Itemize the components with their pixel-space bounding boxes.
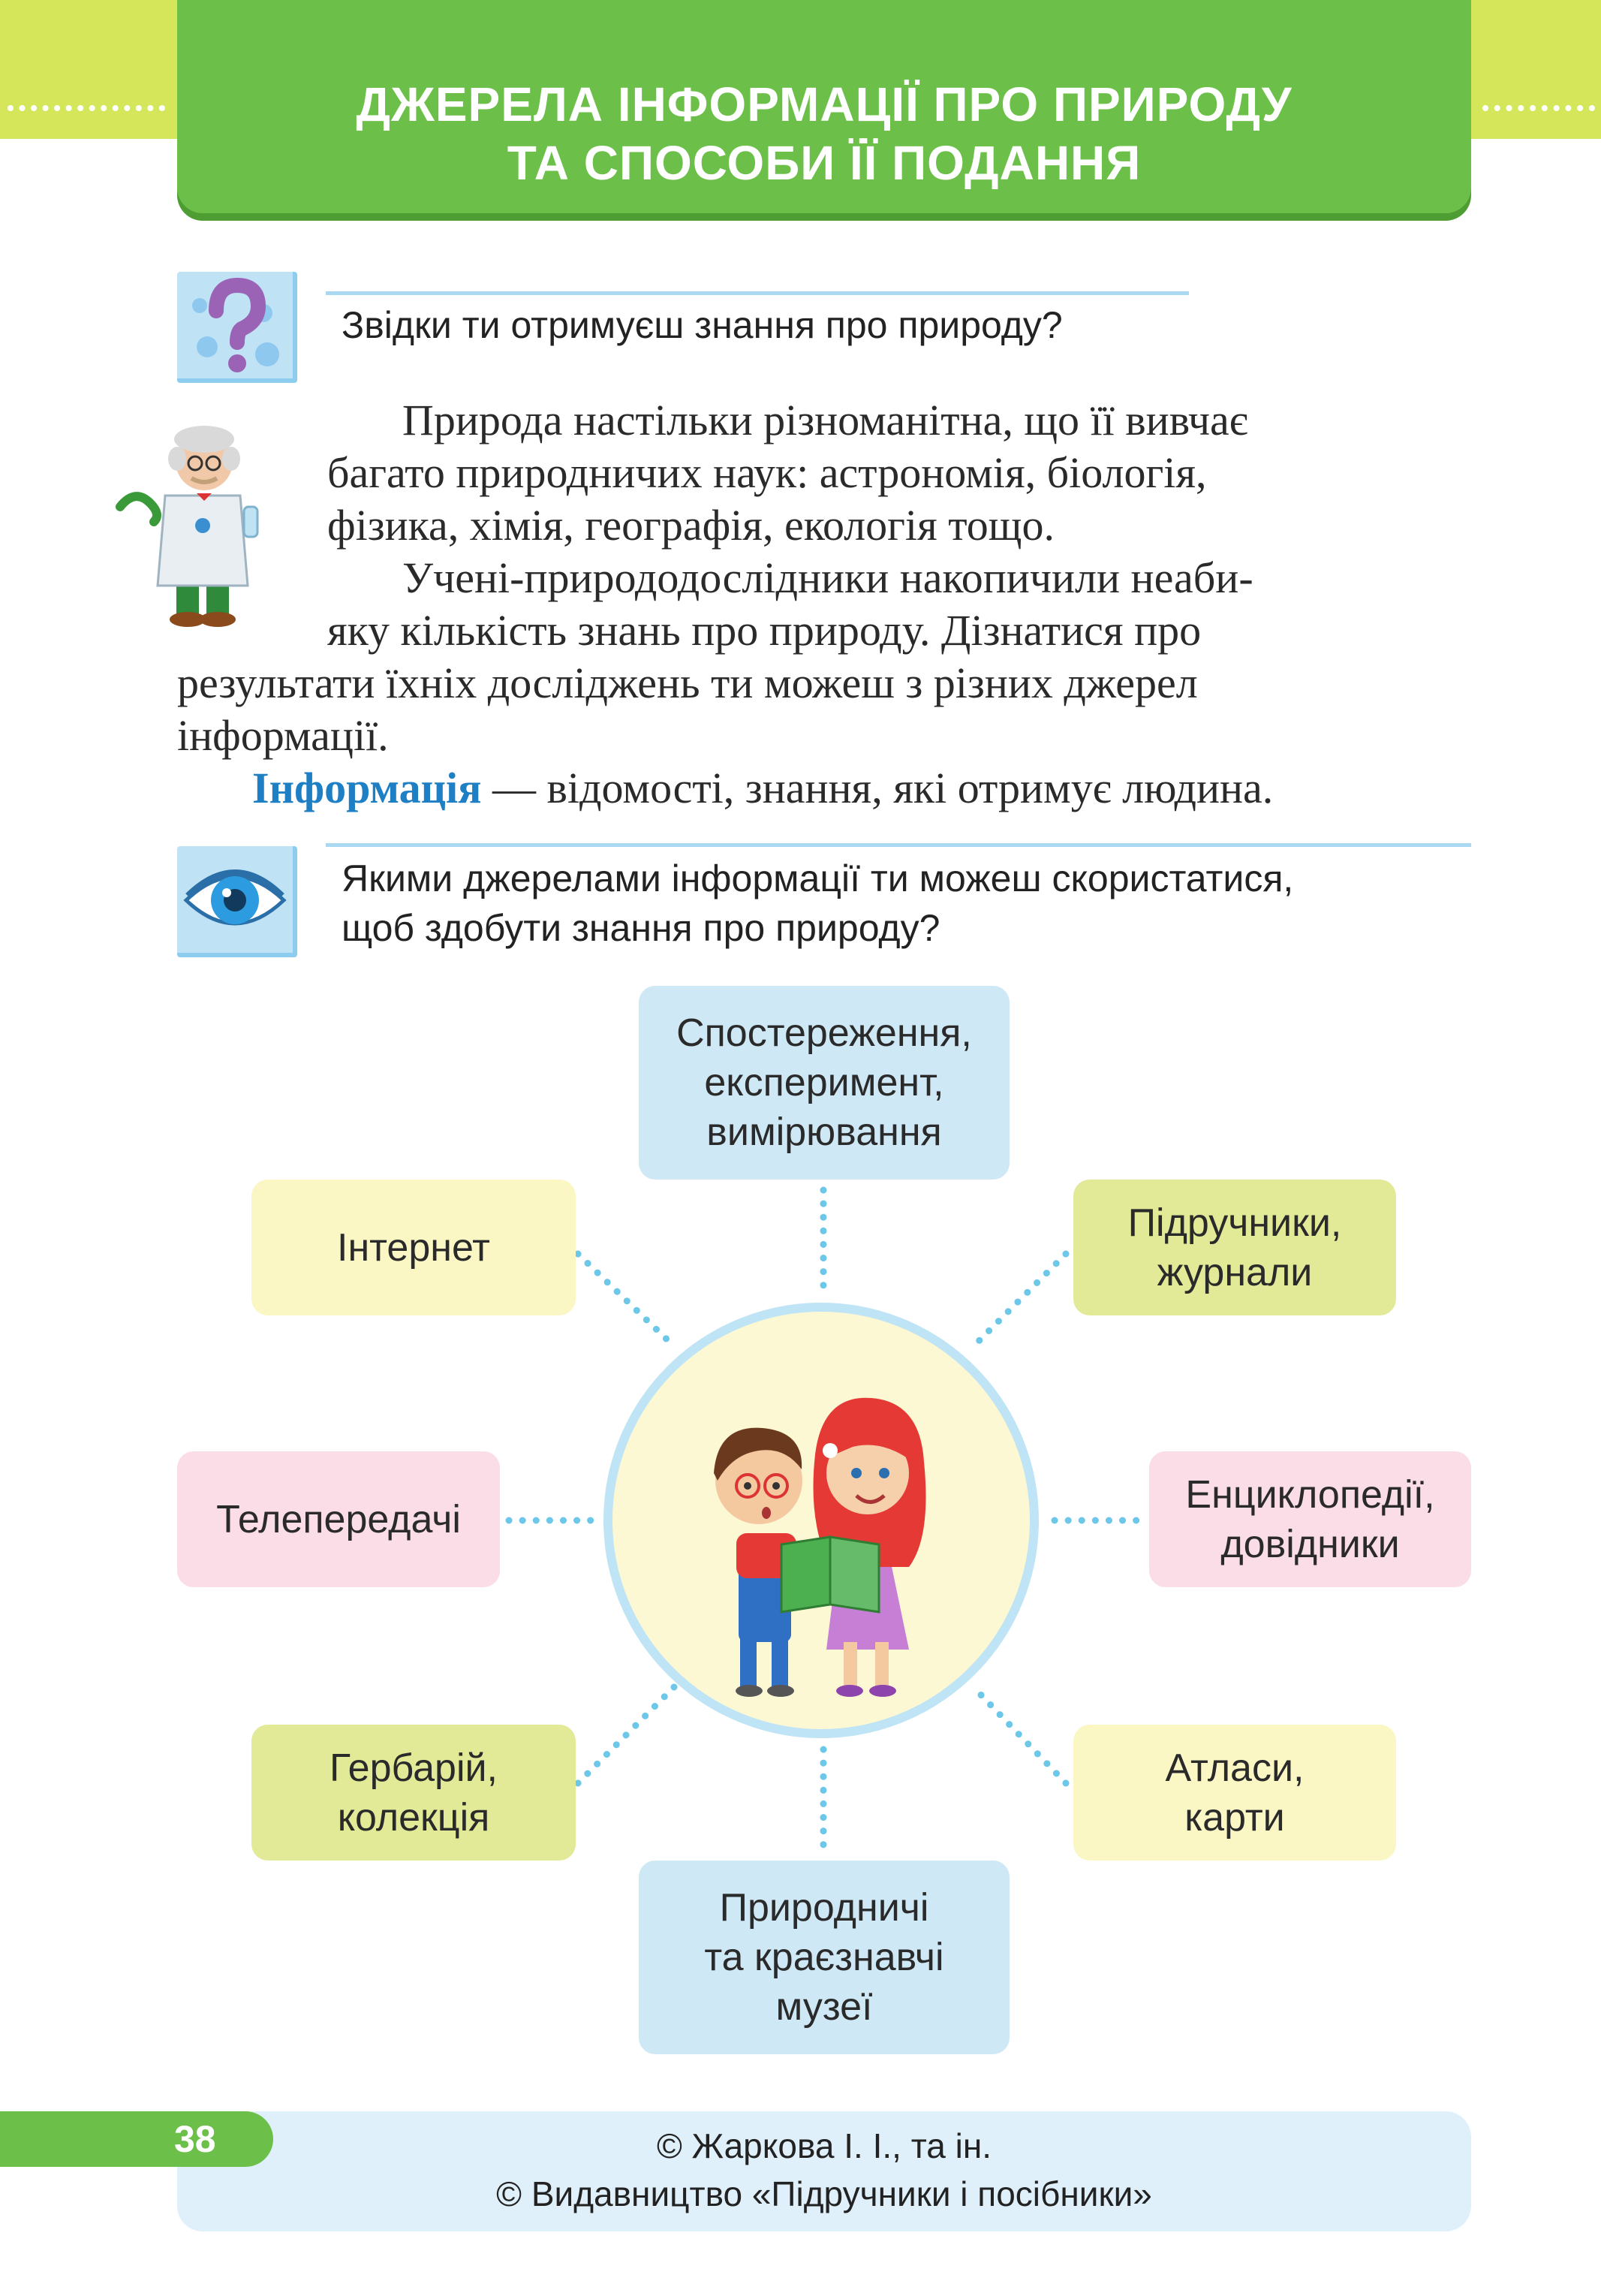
source-observation-line-1: Спостереження, bbox=[676, 1011, 972, 1055]
source-observation-line-3: вимірювання bbox=[706, 1110, 942, 1154]
source-herbarium-line-1: Гербарій, bbox=[330, 1746, 498, 1790]
source-tv bbox=[177, 1451, 500, 1587]
source-textbooks-line-2: журнали bbox=[1157, 1250, 1313, 1294]
paragraph-2-line-4: інформації. bbox=[177, 711, 389, 760]
copyright-authors: © Жаркова І. І., та ін. bbox=[656, 2126, 992, 2165]
source-encyclopedias bbox=[1149, 1451, 1471, 1587]
question-text: Звідки ти отримуєш знання про природу? bbox=[342, 304, 1063, 346]
source-museums-line-2: та краєзнавчі bbox=[704, 1936, 944, 1979]
copyright-publisher: © Видавництво «Підручники і посібники» bbox=[496, 2174, 1152, 2213]
definition-term: Інформація bbox=[252, 764, 482, 812]
question-2-line-1: Якими джерелами інформації ти можеш скористатися, bbox=[342, 857, 1294, 899]
source-museums bbox=[639, 1861, 1010, 2054]
source-herbarium-line-2: колекція bbox=[337, 1795, 490, 1840]
paragraph-2-line-1: Учені-природодослідники накопичили неаби- bbox=[402, 553, 1253, 602]
source-museums-line-1: Природничі bbox=[719, 1886, 929, 1930]
definition-text: — відомості, знання, які отримує людина. bbox=[481, 764, 1274, 812]
paragraph-2-line-3: результати їхніх досліджень ти можеш з різних джерел bbox=[177, 658, 1198, 707]
title-line-2: ТА СПОСОБИ ЇЇ ПОДАННЯ bbox=[507, 136, 1142, 190]
paragraph-1-line-1: Природа настільки різноманітна, що її вивчає bbox=[402, 396, 1248, 444]
title-line-1: ДЖЕРЕЛА ІНФОРМАЦІЇ ПРО ПРИРОДУ bbox=[356, 77, 1293, 131]
source-internet bbox=[251, 1180, 576, 1315]
source-textbooks-line-1: Підручники, bbox=[1127, 1201, 1342, 1245]
source-atlases bbox=[1073, 1725, 1396, 1861]
source-atlases-line-1: Атласи, bbox=[1165, 1746, 1305, 1790]
source-textbooks bbox=[1073, 1180, 1396, 1315]
source-encyclopedias-line-1: Енциклопедії, bbox=[1185, 1472, 1435, 1517]
source-observation bbox=[639, 986, 1010, 1180]
source-museums-line-3: музеї bbox=[775, 1985, 873, 2029]
source-herbarium bbox=[251, 1725, 576, 1861]
paragraph-1-line-2: багато природничих наук: астрономія, біологія, bbox=[327, 448, 1207, 497]
question-2-line-2: щоб здобути знання про природу? bbox=[342, 907, 940, 949]
source-tv-label: Телепередачі bbox=[216, 1497, 461, 1541]
source-encyclopedias-line-2: довідники bbox=[1220, 1522, 1400, 1566]
kids-reading-illustration bbox=[603, 1303, 1039, 1738]
source-internet-label: Інтернет bbox=[337, 1225, 490, 1270]
source-atlases-line-2: карти bbox=[1184, 1795, 1285, 1840]
source-observation-line-2: експеримент, bbox=[704, 1061, 944, 1104]
page-number: 38 bbox=[174, 2118, 216, 2160]
paragraph-2-line-2: яку кількість знань про природу. Дізнатися про bbox=[327, 606, 1202, 655]
paragraph-1-line-3: фізика, хімія, географія, екологія тощо. bbox=[327, 501, 1055, 550]
